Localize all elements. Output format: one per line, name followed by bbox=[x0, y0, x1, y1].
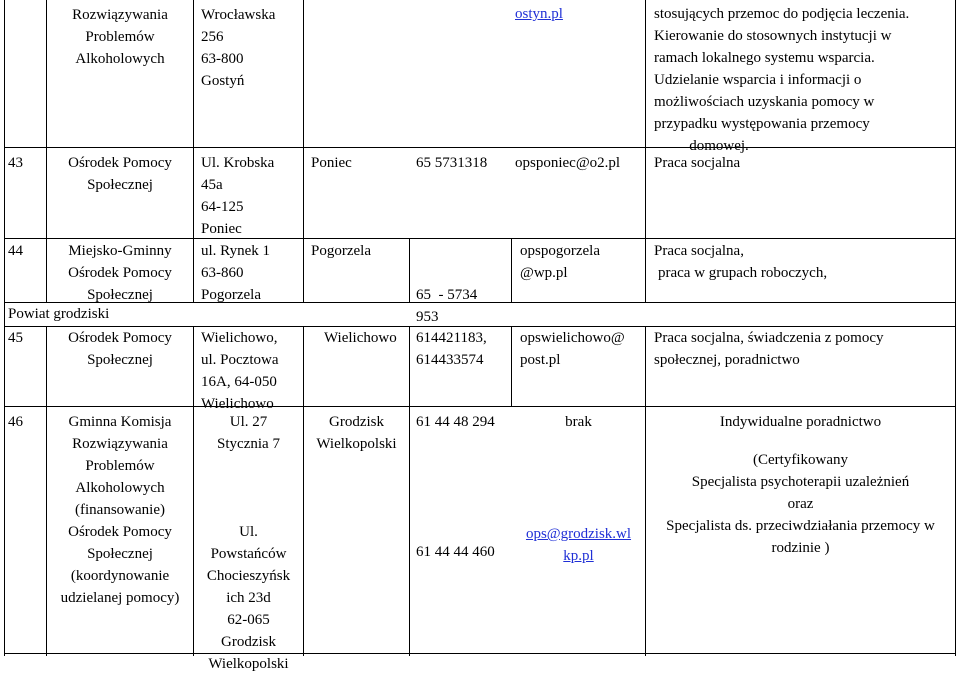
org-address: Wrocławska 256 63-800 Gostyń bbox=[201, 7, 276, 89]
email: brak bbox=[565, 414, 592, 430]
email: opswielichowo@ post.pl bbox=[520, 330, 625, 368]
table-border-left bbox=[4, 0, 5, 656]
row-divider bbox=[4, 406, 956, 407]
city: Poniec bbox=[311, 155, 352, 171]
col-divider bbox=[511, 326, 512, 406]
phone: 614421183, 614433574 bbox=[416, 330, 487, 368]
phone: 65 - 5734 953 bbox=[416, 287, 478, 325]
col-divider bbox=[303, 0, 304, 302]
org-name: Ośrodek Pomocy Społecznej bbox=[68, 155, 172, 193]
org-address: ul. Rynek 1 63-860 Pogorzela bbox=[201, 243, 270, 303]
org-name: Rozwiązywania Problemów Alkoholowych bbox=[72, 7, 168, 67]
col-divider bbox=[303, 326, 304, 656]
col-divider bbox=[409, 326, 410, 656]
services-description: Praca socjalna bbox=[654, 155, 741, 171]
email: opsponiec@o2.pl bbox=[515, 155, 621, 171]
services-description: stosujących przemoc do podjęcia leczenia. Kierowanie do stosownych instytucji w ramach lokalnego systemu wsparcia. Udzielanie wsparcia i informacji o możliwościach uzyskania pomocy w przypadku występowania przemocy domowej. bbox=[654, 6, 910, 154]
row-number: 45 bbox=[8, 330, 23, 346]
row-number: 43 bbox=[8, 155, 23, 171]
services-description: Praca socjalna, praca w grupach roboczych, bbox=[654, 243, 828, 281]
org-name-financing: Gminna Komisja Rozwiązywania Problemów Alkoholowych (finansowanie) bbox=[68, 414, 172, 518]
org-name: Miejsko-Gminny Ośrodek Pomocy Społecznej bbox=[68, 243, 172, 303]
email-link[interactable]: ostyn.pl bbox=[515, 6, 563, 22]
phone: 61 44 48 294 bbox=[416, 414, 495, 430]
org-address-2: Ul. Powstańców Chocieszyńsk ich 23d 62-065 Grodzisk Wielkopolski bbox=[206, 524, 291, 672]
city: Grodzisk Wielkopolski bbox=[316, 414, 397, 452]
org-name: Ośrodek Pomocy Społecznej bbox=[68, 330, 172, 368]
col-divider bbox=[511, 238, 512, 302]
col-divider bbox=[193, 0, 194, 302]
table-border-right bbox=[955, 0, 956, 656]
row-number: 46 bbox=[8, 414, 23, 430]
org-address: Ul. Krobska 45a 64-125 Poniec bbox=[201, 155, 275, 237]
col-divider bbox=[409, 238, 410, 302]
services-description: Indywidualne poradnictwo (Certyfikowany Specjalista psychoterapii uzależnień oraz Specjalista ds. przeciwdziałania przemocy w rodzinie ) bbox=[666, 414, 935, 556]
city: Wielichowo bbox=[324, 330, 397, 346]
org-address: Ul. 27 Stycznia 7 bbox=[217, 414, 280, 452]
email-link[interactable]: ops@grodzisk.wl kp.pl bbox=[525, 526, 632, 564]
org-address: Wielichowo, ul. Pocztowa 16A, 64-050 Wielichowo bbox=[201, 330, 279, 412]
email: opspogorzela @wp.pl bbox=[520, 243, 600, 281]
section-header: Powiat grodziski bbox=[8, 306, 110, 322]
org-name-coordinating: Ośrodek Pomocy Społecznej (koordynowanie udzielanej pomocy) bbox=[60, 524, 180, 606]
phone: 65 5731318 bbox=[416, 155, 488, 171]
row-divider bbox=[4, 238, 956, 239]
col-divider bbox=[645, 0, 646, 302]
phone-2: 61 44 44 460 bbox=[416, 544, 495, 560]
row-number: 44 bbox=[8, 243, 23, 259]
city: Pogorzela bbox=[311, 243, 371, 259]
services-description: Praca socjalna, świadczenia z pomocy społecznej, poradnictwo bbox=[654, 330, 884, 368]
table-border-bottom bbox=[4, 653, 956, 654]
